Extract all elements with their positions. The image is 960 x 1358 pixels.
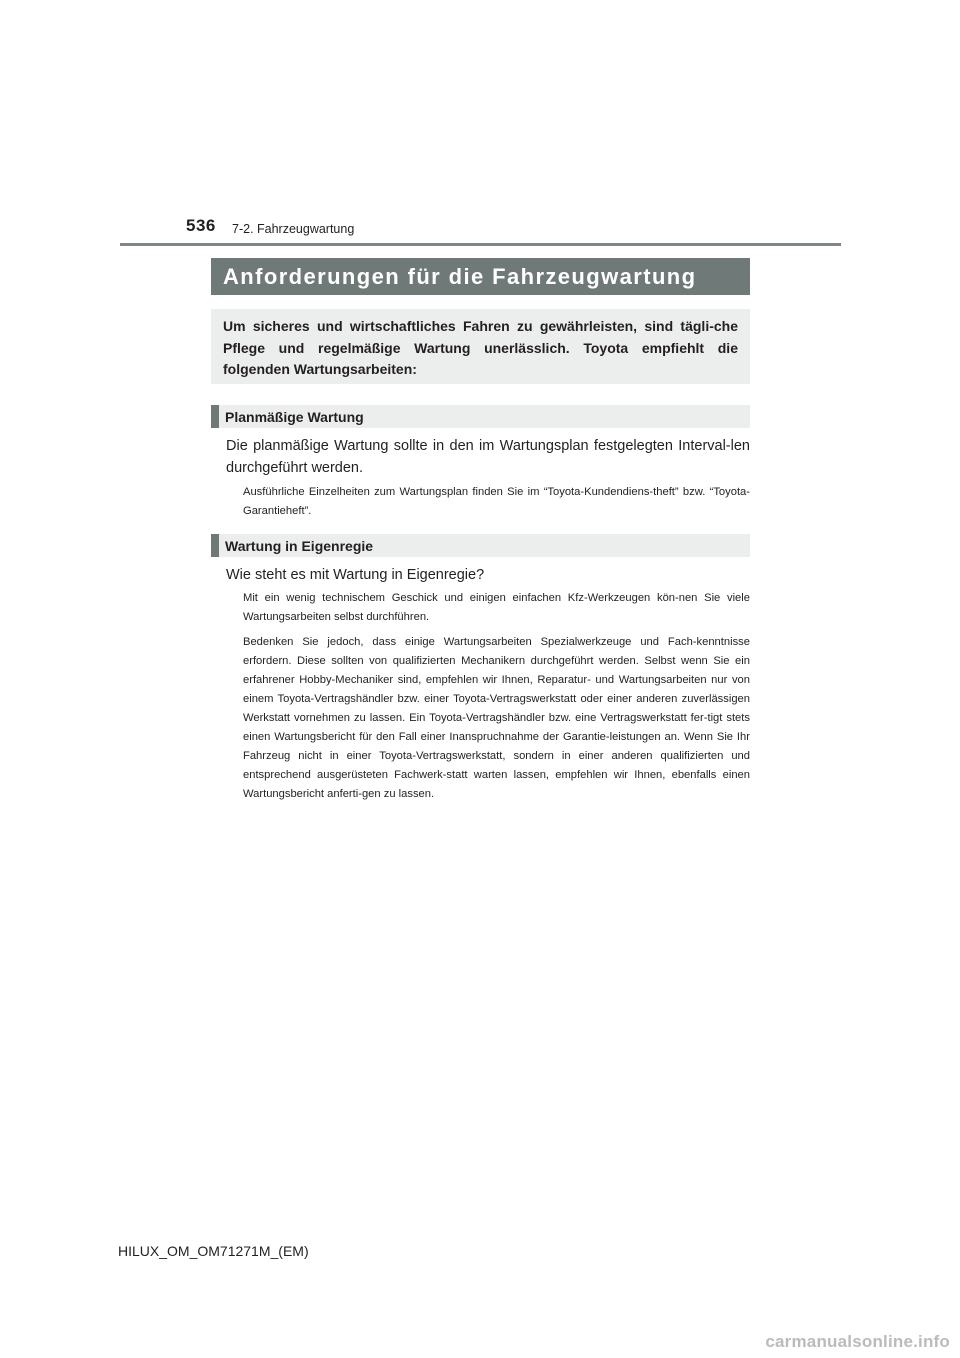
intro-text: Um sicheres und wirtschaftliches Fahren zu gewährleisten, sind tägli-che Pflege und regelmäßige Wartung unerlässlich. Toyota empfiehlt die folgenden Wartungsarbeiten: bbox=[223, 318, 738, 377]
section-heading-planmaessige-wartung: Planmäßige Wartung bbox=[211, 405, 750, 428]
section-detail-paragraph: Mit ein wenig technischem Geschick und einigen einfachen Kfz-Werkzeugen kön-nen Sie viele Wartungsarbeiten selbst durchführen. bbox=[243, 592, 750, 623]
section-heading-wartung-in-eigenregie: Wartung in Eigenregie bbox=[211, 534, 750, 557]
header-divider bbox=[120, 243, 841, 246]
page-title: Anforderungen für die Fahrzeugwartung bbox=[223, 263, 697, 289]
section-lead-text: Wie steht es mit Wartung in Eigenregie? bbox=[226, 567, 485, 583]
intro-box bbox=[211, 309, 750, 384]
section-detail-paragraph: Ausführliche Einzelheiten zum Wartungsplan finden Sie im “Toyota-Kundendiens-theft” bzw. “Toyota-Garantieheft”. bbox=[243, 486, 750, 517]
page-title-bar bbox=[211, 258, 750, 295]
section-lead-text: Die planmäßige Wartung sollte in den im Wartungsplan festgelegten Interval-len durchgeführt werden. bbox=[226, 438, 750, 476]
section-detail-paragraph: Bedenken Sie jedoch, dass einige Wartungsarbeiten Spezialwerkzeuge und Fach-kenntnisse erfordern. Diese sollten von qualifizierten Mechanikern durchgeführt werden. Selbst wenn Sie ein erfahrener Hobby-Mechaniker sind, empfehlen wir Ihnen, Reparatur- und Wartungsarbeiten nur von einem Toyota-Vertragshändler bzw. einer Toyota-Vertragswerkstatt oder einer anderen zuverlässigen Werkstatt vornehmen zu lassen. Ein Toyota-Vertragshändler bzw. eine Vertragswerkstatt fer-tigt stets einen Wartungsbericht für den Fall einer Inanspruchnahme der Garantie-leistungen an. Wenn Sie Ihr Fahrzeug nicht in einer Toyota-Vertragswerkstatt, sondern in einer anderen qualifizierten und entsprechend ausgerüsteten Fachwerk-statt warten lassen, empfehlen wir Ihnen, ebenfalls einen Wartungsbericht anferti-gen zu lassen. bbox=[243, 636, 750, 800]
document-code: HILUX_OM_OM71271M_(EM) bbox=[118, 1243, 309, 1259]
page-number: 536 bbox=[186, 216, 216, 235]
watermark: carmanualsonline.info bbox=[765, 1332, 950, 1351]
section-reference: 7-2. Fahrzeugwartung bbox=[232, 222, 355, 236]
